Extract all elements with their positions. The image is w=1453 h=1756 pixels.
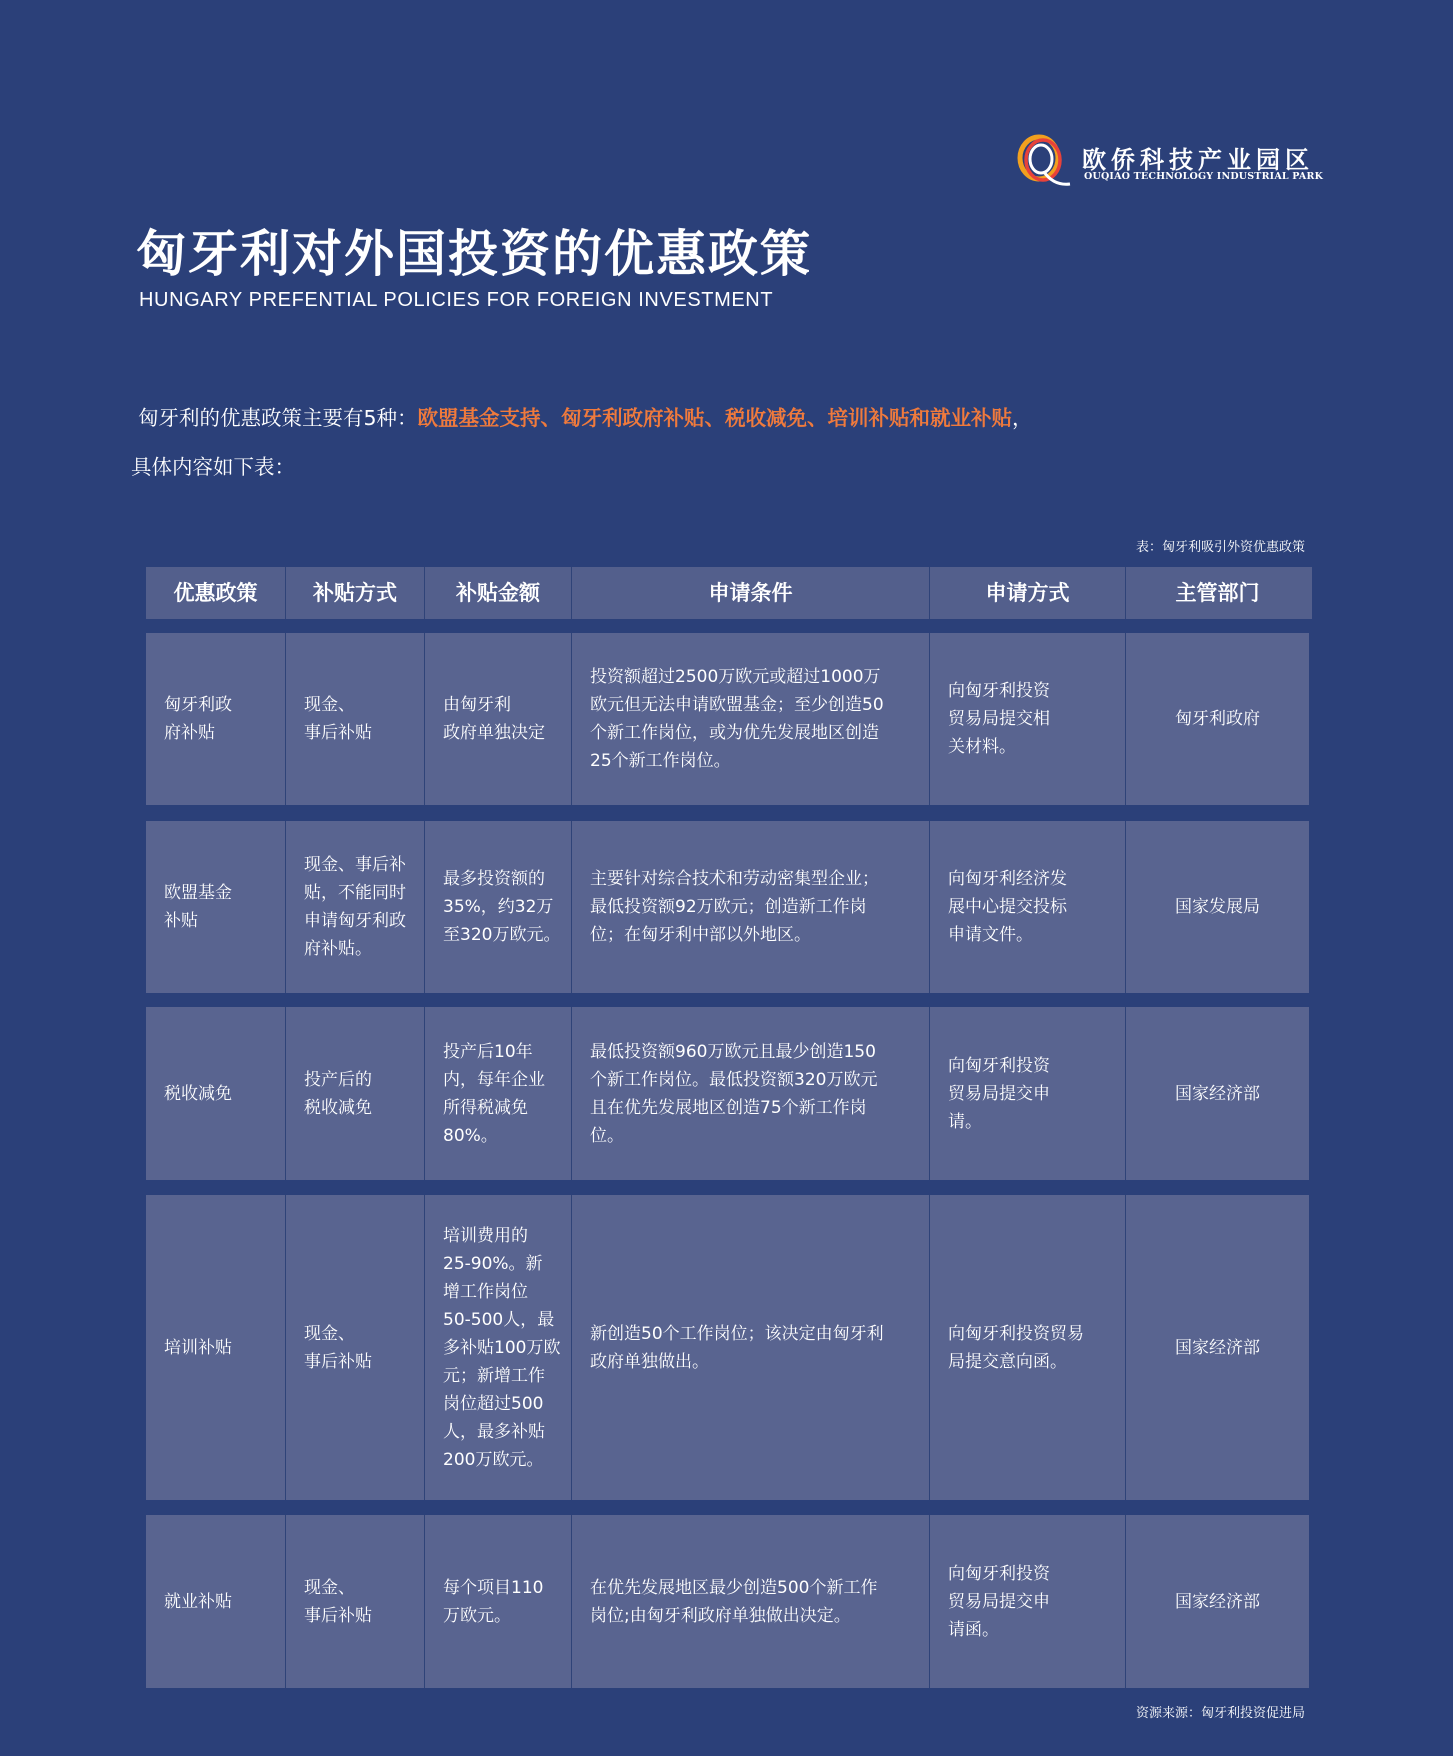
cell-condition-line: 政府单独做出。 [590, 1351, 709, 1372]
cell-amount [425, 821, 572, 993]
cell-policy-line: 税收减免 [164, 1083, 232, 1104]
cell-method [286, 1195, 425, 1500]
intro-line2: 具体内容如下表： [131, 455, 295, 479]
cell-method-line: 事后补贴 [304, 1351, 372, 1372]
cell-condition-line: 欧元但无法申请欧盟基金；至少创造50 [590, 695, 884, 715]
cell-apply [930, 633, 1126, 805]
cell-condition-line: 个新工作岗位，或为优先发展地区创造 [590, 723, 879, 743]
cell-dept-line: 国家经济部 [1175, 1591, 1260, 1612]
cell-condition-line: 投资额超过2500万欧元或超过1000万 [590, 667, 881, 687]
logo-name-cn: 欧侨科技产业园区 [1082, 145, 1314, 174]
cell-method-line: 现金、事后补 [304, 855, 406, 875]
table-header-row [146, 567, 1312, 619]
intro-suffix: ， [1012, 406, 1033, 430]
cell-apply-line: 贸易局提交申 [948, 1083, 1050, 1104]
cell-dept [1126, 1515, 1309, 1688]
cell-apply [930, 821, 1126, 993]
cell-amount-line: 万欧元。 [443, 1605, 511, 1626]
header-apply: 申请方式 [930, 567, 1126, 619]
header-amount: 补贴金额 [425, 567, 572, 619]
cell-amount-line: 培训费用的 [443, 1225, 528, 1246]
cell-policy-line: 就业补贴 [164, 1591, 232, 1612]
cell-amount [425, 1007, 572, 1180]
cell-amount-line: 增工作岗位 [443, 1281, 528, 1302]
cell-condition [572, 1195, 930, 1500]
page-subtitle: HUNGARY PREFENTIAL POLICIES FOR FOREIGN INVESTMENT [139, 289, 774, 311]
cell-apply-line: 贸易局提交申 [948, 1591, 1050, 1612]
cell-amount-line: 至320万欧元。 [443, 925, 561, 945]
cell-condition [572, 1007, 930, 1180]
cell-amount-line: 多补贴100万欧 [443, 1337, 561, 1358]
cell-dept [1126, 821, 1309, 993]
cell-method-line: 现金、 [304, 1323, 355, 1344]
cell-condition [572, 1515, 930, 1688]
cell-policy-line: 匈牙利政 [164, 695, 232, 715]
cell-method [286, 1007, 425, 1180]
cell-method [286, 1515, 425, 1688]
cell-amount-line: 80%。 [443, 1125, 498, 1146]
cell-method [286, 633, 425, 805]
cell-policy-line: 欧盟基金 [164, 883, 232, 903]
park-logo [1014, 132, 1324, 192]
cell-amount [425, 1195, 572, 1500]
cell-dept [1126, 1195, 1309, 1500]
source-note: 资源来源：匈牙利投资促进局 [1135, 1706, 1305, 1721]
cell-apply-line: 申请文件。 [948, 925, 1033, 945]
cell-policy [146, 1007, 286, 1180]
cell-condition-line: 25个新工作岗位。 [590, 751, 731, 771]
cell-condition-line: 位；在匈牙利中部以外地区。 [590, 925, 811, 945]
cell-apply-line: 向匈牙利投资贸易 [948, 1323, 1084, 1344]
cell-policy-line: 补贴 [164, 911, 198, 931]
cell-condition-line: 最低投资额960万欧元且最少创造150 [590, 1041, 876, 1062]
cell-apply-line: 向匈牙利投资 [948, 1055, 1050, 1076]
cell-amount-line: 元；新增工作 [443, 1365, 545, 1386]
table-caption: 表：匈牙利吸引外资优惠政策 [1135, 540, 1305, 555]
intro-highlight: 欧盟基金支持、匈牙利政府补贴、税收减免、培训补贴和就业补贴 [417, 406, 1013, 430]
cell-amount [425, 633, 572, 805]
cell-amount-line: 最多投资额的 [443, 869, 545, 889]
cell-method-line: 事后补贴 [304, 723, 372, 743]
cell-condition-line: 最低投资额92万欧元；创造新工作岗 [590, 897, 867, 917]
cell-method-line: 现金、 [304, 1577, 355, 1598]
cell-apply-line: 请函。 [948, 1619, 999, 1640]
cell-dept [1126, 1007, 1309, 1180]
cell-apply-line: 展中心提交投标 [948, 897, 1067, 917]
header-dept: 主管部门 [1175, 581, 1260, 605]
cell-condition-line: 主要针对综合技术和劳动密集型企业； [590, 869, 879, 889]
cell-dept-line: 国家发展局 [1175, 897, 1260, 917]
page-title: 匈牙利对外国投资的优惠政策 [136, 225, 812, 283]
cell-apply-line: 贸易局提交相 [948, 709, 1050, 729]
cell-method-line: 税收减免 [304, 1097, 372, 1118]
cell-amount-line: 内，每年企业 [443, 1069, 545, 1090]
cell-policy [146, 633, 286, 805]
cell-condition [572, 821, 930, 993]
cell-dept-line: 国家经济部 [1175, 1337, 1260, 1358]
cell-policy [146, 821, 286, 993]
cell-amount-line: 200万欧元。 [443, 1449, 544, 1470]
cell-policy [146, 1195, 286, 1500]
cell-method-line: 府补贴。 [304, 939, 372, 959]
cell-amount-line: 所得税减免 [443, 1097, 528, 1118]
table-row [146, 1007, 1309, 1180]
cell-apply-line: 向匈牙利投资 [948, 681, 1050, 701]
cell-amount-line: 由匈牙利 [443, 695, 511, 715]
cell-dept-line: 匈牙利政府 [1175, 709, 1260, 729]
table-row [146, 821, 1309, 993]
cell-policy-line: 府补贴 [164, 723, 215, 743]
header-method: 补贴方式 [286, 567, 425, 619]
cell-amount-line: 每个项目110 [443, 1577, 544, 1598]
cell-amount-line: 政府单独决定 [443, 723, 545, 743]
cell-amount-line: 50-500人，最 [443, 1309, 555, 1330]
intro-paragraph [131, 394, 1358, 492]
q-ring-logo-icon [1014, 132, 1072, 192]
header-condition: 申请条件 [572, 567, 930, 619]
cell-method-line: 投产后的 [304, 1069, 372, 1090]
cell-method-line: 现金、 [304, 695, 355, 715]
intro-prefix: 匈牙利的优惠政策主要有5种： [138, 406, 418, 430]
cell-apply-line: 请。 [948, 1111, 982, 1132]
cell-method-line: 事后补贴 [304, 1605, 372, 1626]
cell-policy-line: 培训补贴 [164, 1337, 232, 1358]
cell-condition-line: 且在优先发展地区创造75个新工作岗 [590, 1097, 867, 1118]
cell-amount-line: 岗位超过500 [443, 1393, 544, 1414]
cell-condition-line: 个新工作岗位。最低投资额320万欧元 [590, 1069, 878, 1090]
cell-apply [930, 1515, 1126, 1688]
cell-apply-line: 关材料。 [948, 737, 1016, 757]
cell-amount-line: 人，最多补贴 [443, 1421, 545, 1442]
cell-apply [930, 1195, 1126, 1500]
cell-apply-line: 局提交意向函。 [948, 1351, 1067, 1372]
cell-dept-line: 国家经济部 [1175, 1083, 1260, 1104]
cell-method-line: 贴，不能同时 [304, 883, 406, 903]
header-policy: 优惠政策 [146, 567, 286, 619]
table-row [146, 1195, 1309, 1500]
table-row [146, 633, 1309, 805]
cell-condition [572, 633, 930, 805]
logo-name-en: OUQIAO TECHNOLOGY INDUSTRIAL PARK [1084, 171, 1324, 182]
cell-dept [1126, 633, 1309, 805]
cell-amount [425, 1515, 572, 1688]
cell-policy [146, 1515, 286, 1688]
cell-amount-line: 投产后10年 [443, 1041, 533, 1062]
cell-condition-line: 新创造50个工作岗位；该决定由匈牙利 [590, 1323, 884, 1344]
cell-apply-line: 向匈牙利经济发 [948, 869, 1067, 889]
cell-condition-line: 岗位;由匈牙利政府单独做出决定。 [590, 1605, 851, 1626]
cell-apply-line: 向匈牙利投资 [948, 1563, 1050, 1584]
cell-condition-line: 在优先发展地区最少创造500个新工作 [590, 1577, 878, 1598]
cell-method [286, 821, 425, 993]
cell-condition-line: 位。 [590, 1125, 624, 1146]
table-row [146, 1515, 1309, 1688]
cell-amount-line: 25-90%。新 [443, 1253, 543, 1274]
cell-apply [930, 1007, 1126, 1180]
cell-method-line: 申请匈牙利政 [304, 911, 406, 931]
cell-amount-line: 35%，约32万 [443, 897, 554, 917]
